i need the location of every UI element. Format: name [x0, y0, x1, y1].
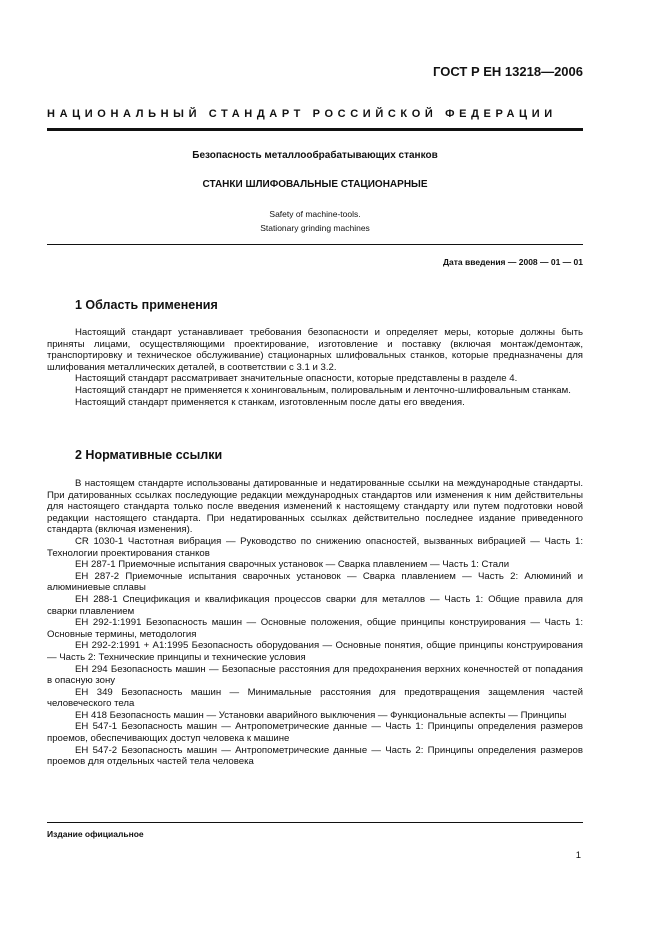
reference-item: ЕН 547-1 Безопасность машин — Антропометрические данные — Часть 1: Принципы определения размеров проемов, обеспечивающих доступ человека к машине — [47, 721, 583, 745]
page-number: 1 — [575, 850, 581, 861]
reference-item: ЕН 294 Безопасность машин — Безопасные расстояния для предохранения верхних конечностей от попадания в опасную зону — [47, 663, 583, 687]
reference-item: ЕН 288-1 Спецификация и квалификация процессов сварки для металлов — Часть 1: Общие правила для сварки плавлением — [47, 593, 583, 617]
section-1-title: 1 Область применения — [75, 298, 218, 312]
introduction-date: Дата введения — 2008 — 01 — 01 — [442, 257, 583, 267]
paragraph: Настоящий стандарт устанавливает требования безопасности и определяет меры, которые должны быть приняты лицами, осуществляющими проектирование, изготовление и поставку (включая монтаж/демонтаж, транспортировку и техническое обслуживание) стационарных шлифовальных станков, которые предназначены для шлифования металлических деталей, в соответствии с 3.1 и 3.2. — [47, 327, 583, 373]
title-main: СТАНКИ ШЛИФОВАЛЬНЫЕ СТАЦИОНАРНЫЕ — [202, 179, 428, 190]
paragraph: В настоящем стандарте использованы датированные и недатированные ссылки на международные стандарты. При датированных ссылках последующие редакции международных стандартов или изменения к ним действительны для настоящего стандарта только после введения изменений к настоящему стандарту или путем подготовки новой редакции настоящего стандарта. При недатированных ссылках действительно последнее издание приведенного стандарта (включая изменения). — [47, 478, 583, 536]
title-rule — [47, 244, 583, 245]
section-1-body — [47, 327, 583, 408]
edition-label: Издание официальное — [47, 829, 144, 839]
paragraph: Настоящий стандарт не применяется к хонинговальным, полировальным и ленточно-шлифовальным станкам. — [75, 384, 571, 396]
title-general: Безопасность металлообрабатывающих станков — [192, 150, 438, 161]
document-code: ГОСТ Р ЕН 13218—2006 — [433, 64, 583, 79]
title-english-line-1: Safety of machine-tools. — [269, 209, 361, 219]
section-2-body — [47, 478, 583, 768]
section-2-title: 2 Нормативные ссылки — [75, 448, 223, 462]
header-rule — [47, 128, 583, 131]
reference-item: ЕН 287-2 Приемочные испытания сварочных установок — Сварка плавлением — Часть 2: Алюминий и алюминиевые сплавы — [47, 570, 583, 594]
title-english-line-2: Stationary grinding machines — [260, 223, 370, 233]
title-english — [47, 207, 583, 235]
reference-item: ЕН 418 Безопасность машин — Установки аварийного выключения — Функциональные аспекты — Принципы — [75, 709, 567, 721]
reference-item: ЕН 292-2:1991 + А1:1995 Безопасность оборудования — Основные понятия, общие принципы конструирования — Часть 2: Технические принципы и технические условия — [47, 640, 583, 663]
footer-rule — [47, 822, 583, 823]
national-standard-banner: НАЦИОНАЛЬНЫЙ СТАНДАРТ РОССИЙСКОЙ ФЕДЕРАЦИИ — [47, 108, 557, 120]
reference-item: ЕН 547-2 Безопасность машин — Антропометрические данные — Часть 2: Принципы определения размеров проемов для отдельных частей тела человека — [47, 744, 583, 768]
reference-item: ЕН 349 Безопасность машин — Минимальные расстояния для предотвращения защемления частей человеческого тела — [47, 686, 583, 710]
reference-item: ЕН 292-1:1991 Безопасность машин — Основные положения, общие принципы конструирования — Часть 1: Основные термины, методология — [47, 617, 583, 640]
paragraph: Настоящий стандарт применяется к станкам, изготовленным после даты его введения. — [75, 396, 465, 408]
paragraph: Настоящий стандарт рассматривает значительные опасности, которые представлены в разделе 4. — [75, 373, 518, 385]
reference-item: CR 1030-1 Частотная вибрация — Руководство по снижению опасностей, вызванных вибрацией — Часть 1: Технологии проектирования станков — [47, 535, 583, 559]
reference-item: ЕН 287-1 Приемочные испытания сварочных установок — Сварка плавлением — Часть 1: Стали — [75, 559, 510, 571]
